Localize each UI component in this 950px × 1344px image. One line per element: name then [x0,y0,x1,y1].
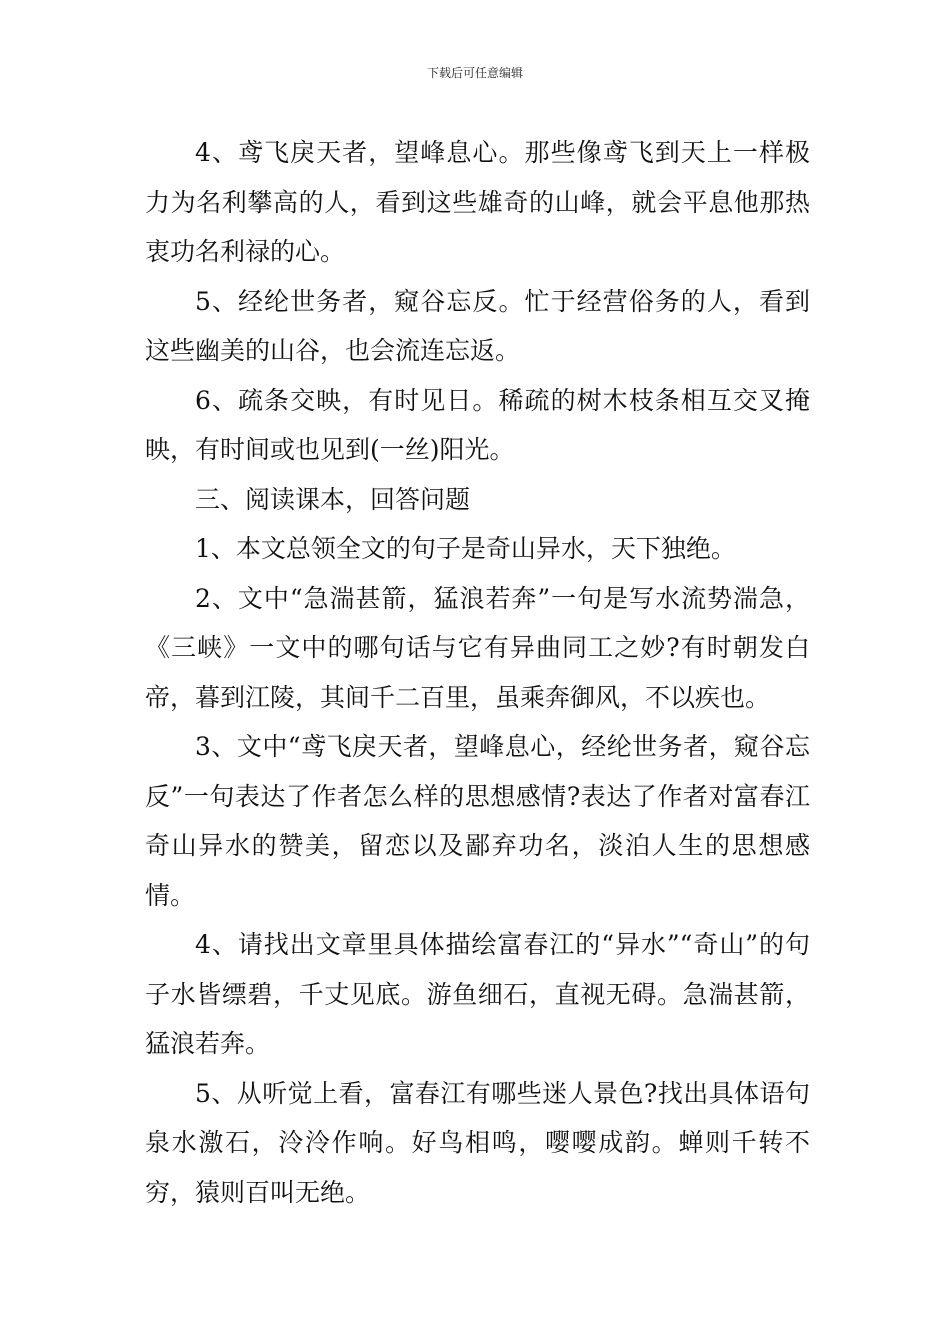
question-3: 3、文中“鸢飞戾天者，望峰息心，经纶世务者，窥谷忘反”一句表达了作者怎么样的思想感情?表达了作者对富春江奇山异水的赞美，留恋以及鄙弃功名，淡泊人生的思想感情。 [145,732,810,910]
section-heading-questions: 三、阅读课本，回答问题 [195,484,471,514]
question-2: 2、文中“急湍甚箭，猛浪若奔”一句是写水流势湍急，《三峡》一文中的哪句话与它有异曲同工之妙?有时朝发白帝，暮到江陵，其间千二百里，虽乘奔御风，不以疾也。 [145,583,810,712]
paragraph-item-6-shutiao: 6、疏条交映，有时见日。稀疏的树木枝条相互交叉掩映，有时间或也见到(一丝)阳光。 [145,385,810,464]
paragraph-item-4-yuanfei: 4、鸢飞戾天者，望峰息心。那些像鸢飞到天上一样极力为名利攀高的人，看到这些雄奇的山峰，就会平息他那热衷功名利禄的心。 [145,138,810,266]
paragraph-item-5-jinglun: 5、经纶世务者，窥谷忘反。忙于经营俗务的人，看到这些幽美的山谷，也会流连忘返。 [145,286,810,365]
document-body [145,128,810,1217]
question-1: 1、本文总领全文的句子是奇山异水，天下独绝。 [195,534,736,563]
question-4: 4、请找出文章里具体描绘富春江的“异水”“奇山”的句子水皆缥碧，千丈见底。游鱼细石，直视无碍。急湍甚箭，猛浪若奔。 [145,930,810,1058]
question-5: 5、从听觉上看，富春江有哪些迷人景色?找出具体语句泉水激石，泠泠作响。好鸟相鸣，嘤嘤成韵。蝉则千转不穷，猿则百叫无绝。 [145,1078,810,1207]
page-header: 下载后可任意编辑 [426,66,523,80]
